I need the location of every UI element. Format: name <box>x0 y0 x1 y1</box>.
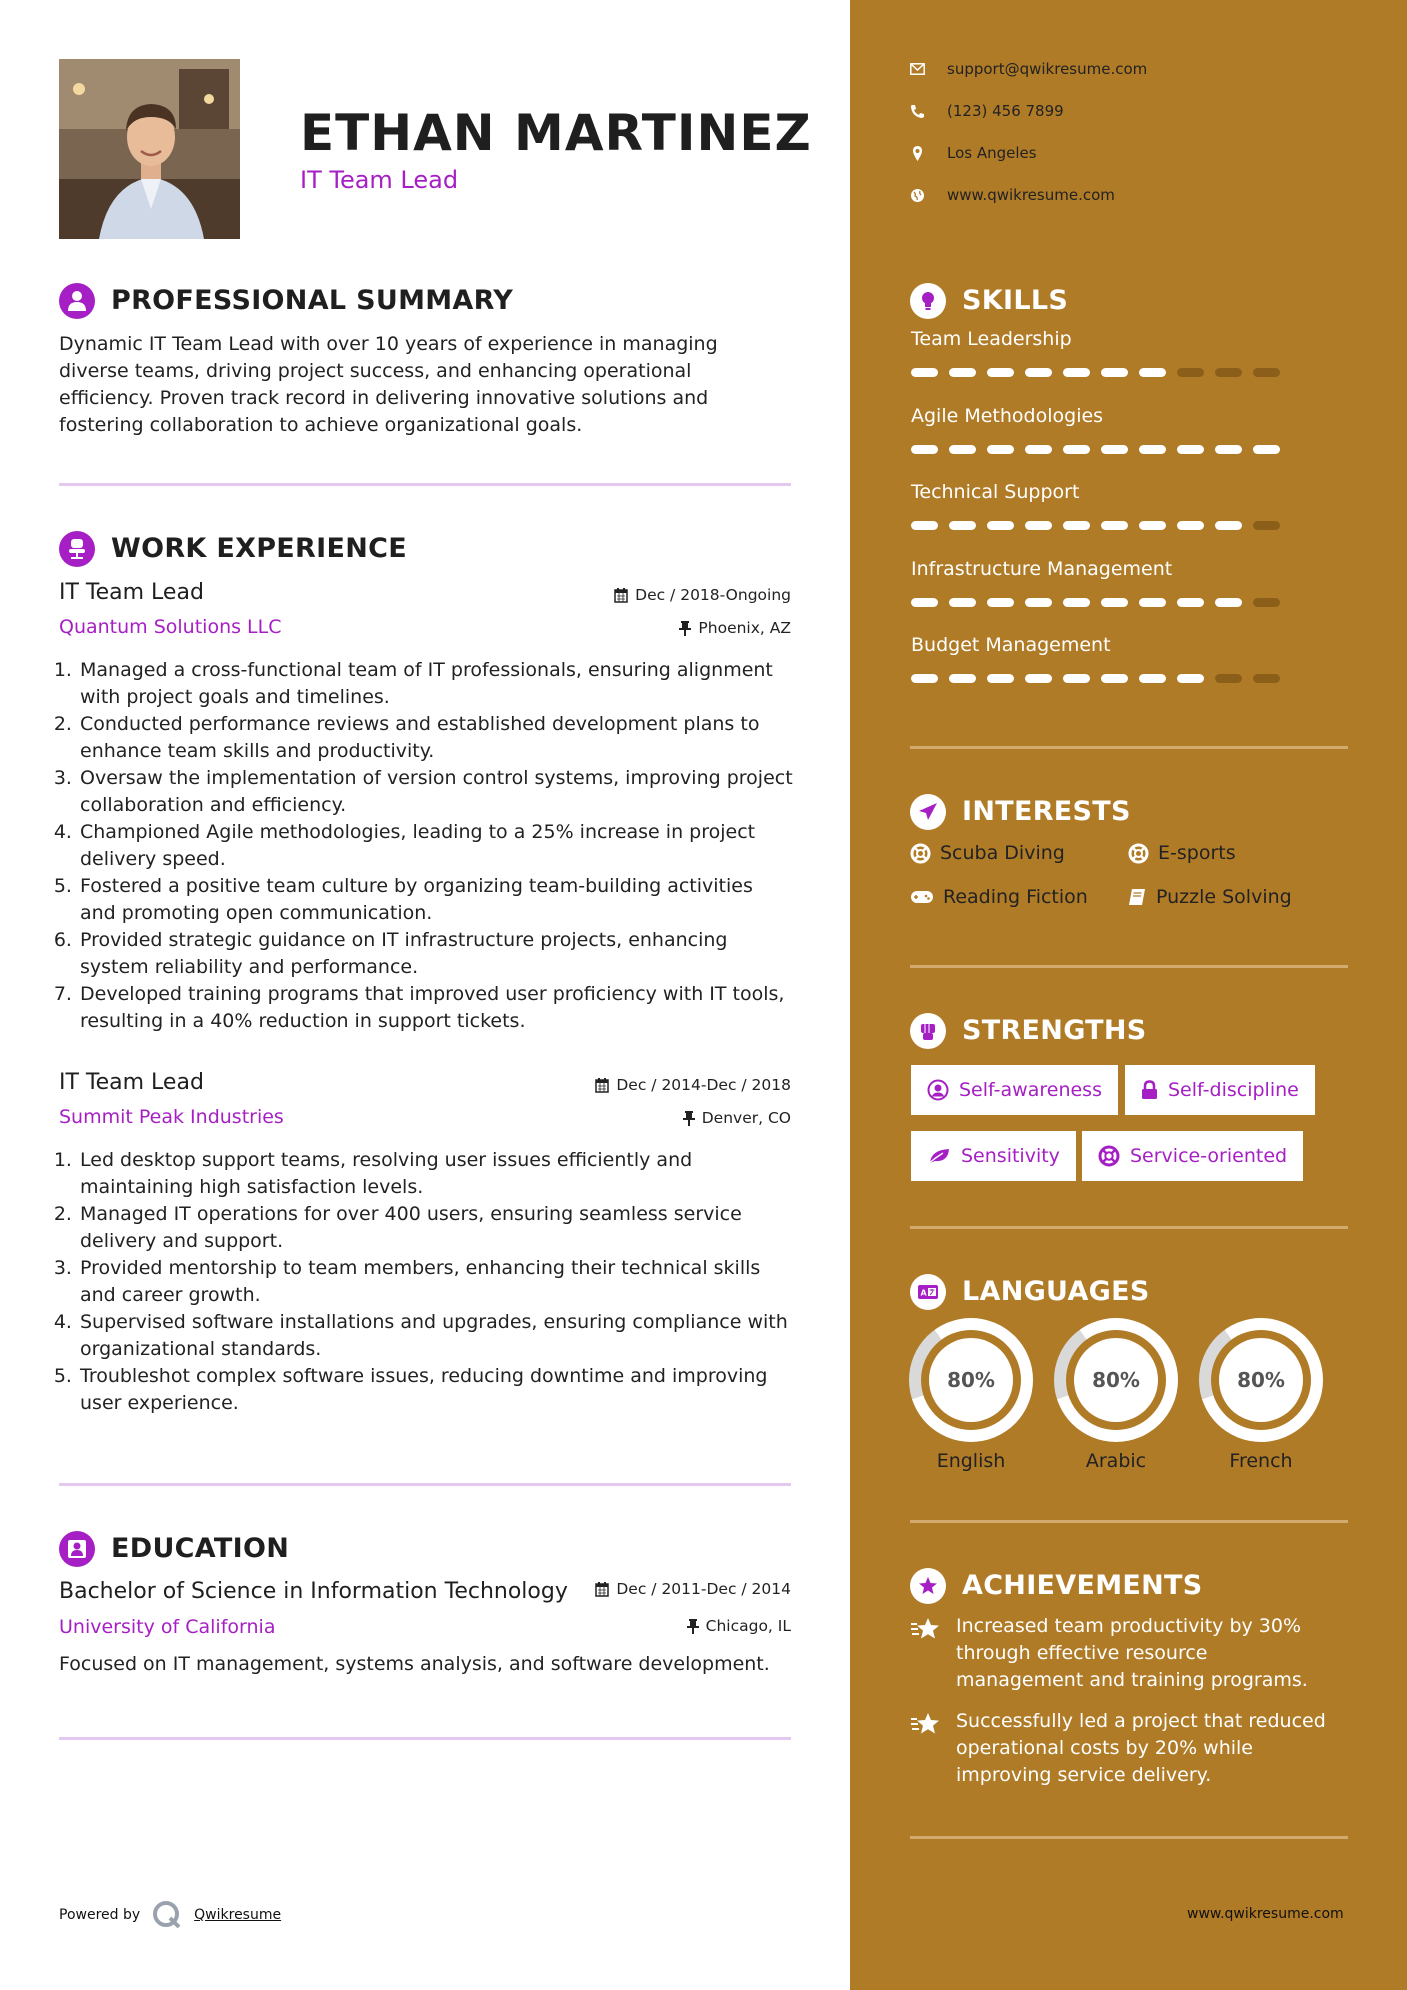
skill-dot-filled <box>987 445 1014 454</box>
interest-item <box>910 842 1065 864</box>
skill-rating <box>911 674 1351 683</box>
company-name: Summit Peak Industries <box>59 1106 284 1128</box>
sidebar-divider <box>910 746 1348 749</box>
duty-item: 1. Led desktop support teams, resolving user issues efficiently and maintaining high satisfaction levels. <box>78 1147 793 1201</box>
skill-dot-filled <box>949 521 976 530</box>
education-heading: EDUCATION <box>111 1533 290 1564</box>
language-name: Arabic <box>1085 1450 1147 1472</box>
skill-dot-filled <box>949 674 976 683</box>
powered-by-label: Powered by <box>59 1907 141 1923</box>
website-text: www.qwikresume.com <box>947 186 1115 204</box>
duty-item: 7. Developed training programs that improved user proficiency with IT tools, resulting in a 40% reduction in support tickets. <box>78 981 793 1035</box>
skill-dot-filled <box>987 674 1014 683</box>
skill-dot-filled <box>949 598 976 607</box>
svg-text:A: A <box>920 1288 927 1298</box>
languages-list <box>909 1318 1349 1478</box>
skill-dot-filled <box>1101 368 1128 377</box>
translate-icon <box>910 1274 946 1310</box>
contact-location <box>910 144 1037 162</box>
education-description: Focused on IT management, systems analysis, and software development. <box>59 1653 770 1675</box>
strength-label: Service-oriented <box>1130 1145 1288 1167</box>
interest-label: Scuba Diving <box>940 842 1065 864</box>
strength-label: Self-awareness <box>959 1079 1102 1101</box>
skill-dot-filled <box>949 445 976 454</box>
sidebar-divider <box>910 1520 1348 1523</box>
section-divider <box>59 1483 791 1486</box>
interest-label: E-sports <box>1158 842 1236 864</box>
paper-plane-icon <box>910 794 946 830</box>
language-item <box>909 1318 1033 1472</box>
language-item <box>1199 1318 1323 1472</box>
phone-icon <box>910 104 925 119</box>
book-icon <box>1128 888 1147 907</box>
pin-icon <box>679 621 691 636</box>
language-percent: 80% <box>947 1368 995 1392</box>
leaf-icon <box>927 1147 951 1165</box>
contact-email[interactable] <box>910 60 1147 78</box>
job-title: IT Team Lead <box>59 1070 204 1095</box>
skill-dot-filled <box>911 521 938 530</box>
summary-text: Dynamic IT Team Lead with over 10 years of experience in managing diverse teams, driving project success, and enhancing operational efficiency. Proven track record in delivering innovative solutions and fostering collaboration to achieve organizational goals. <box>59 333 718 436</box>
duty-item: 2. Managed IT operations for over 400 users, ensuring seamless service delivery and support. <box>78 1201 793 1255</box>
envelope-icon <box>910 63 925 75</box>
footer-url[interactable]: www.qwikresume.com <box>1187 1906 1344 1922</box>
job-location <box>540 619 791 637</box>
skill-dot-filled <box>1139 598 1166 607</box>
location-text: Los Angeles <box>947 144 1037 162</box>
job-title: IT Team Lead <box>59 580 204 605</box>
skill-dot-filled <box>1025 521 1052 530</box>
skill-dot-filled <box>987 368 1014 377</box>
strength-badge <box>911 1065 1118 1115</box>
skill-dot-filled <box>1101 674 1128 683</box>
interest-item <box>1128 842 1236 864</box>
skill-dot-filled <box>1139 368 1166 377</box>
duty-item: 6. Provided strategic guidance on IT infrastructure projects, enhancing system reliability and performance. <box>78 927 793 981</box>
skill-dot-filled <box>1101 598 1128 607</box>
user-circle-icon <box>927 1079 949 1101</box>
lifebuoy-icon <box>910 843 931 864</box>
skills-list <box>911 328 1351 711</box>
skill-dot-filled <box>949 368 976 377</box>
language-name: French <box>1229 1450 1293 1472</box>
fist-icon <box>910 1013 946 1049</box>
skill-dot-empty <box>1253 674 1280 683</box>
skill-dot-filled <box>1063 598 1090 607</box>
duty-item: 5. Fostered a positive team culture by organizing team-building activities and promoting open communication. <box>78 873 793 927</box>
skill-name: Technical Support <box>911 481 1080 503</box>
skill-dot-filled <box>1177 445 1204 454</box>
job-location-text: Denver, CO <box>701 1109 791 1127</box>
skill-row <box>911 405 1351 482</box>
candidate-name: ETHAN MARTINEZ <box>300 104 812 162</box>
duty-item: 1. Managed a cross-functional team of IT professionals, ensuring alignment with project goals and timelines. <box>78 657 793 711</box>
language-percent: 80% <box>1092 1368 1140 1392</box>
skill-rating <box>911 445 1351 454</box>
phone-text: (123) 456 7899 <box>947 102 1064 120</box>
skill-dot-filled <box>1253 445 1280 454</box>
duty-item: 4. Supervised software installations and upgrades, ensuring compliance with organizational standards. <box>78 1309 793 1363</box>
calendar-icon <box>595 1582 609 1597</box>
interest-item <box>910 886 1088 908</box>
skill-dot-empty <box>1215 368 1242 377</box>
skill-dot-filled <box>911 598 938 607</box>
job-dates-text: Dec / 2018-Ongoing <box>635 586 791 604</box>
job-dates <box>540 1076 791 1094</box>
skill-name: Budget Management <box>911 634 1111 656</box>
skill-dot-filled <box>1025 598 1052 607</box>
language-name: English <box>936 1450 1006 1472</box>
skill-dot-filled <box>911 368 938 377</box>
skill-dot-filled <box>1139 521 1166 530</box>
skill-dot-filled <box>1215 445 1242 454</box>
skill-dot-filled <box>911 445 938 454</box>
strength-badge <box>911 1131 1076 1181</box>
education-dates-text: Dec / 2011-Dec / 2014 <box>616 1580 791 1598</box>
candidate-title: IT Team Lead <box>300 166 459 194</box>
skill-dot-filled <box>1215 521 1242 530</box>
skill-name: Agile Methodologies <box>911 404 1104 427</box>
skill-name: Team Leadership <box>911 328 1072 350</box>
duty-item: 4. Championed Agile methodologies, leading to a 25% increase in project delivery speed. <box>78 819 793 873</box>
skills-heading: SKILLS <box>962 285 1069 316</box>
duty-item: 3. Provided mentorship to team members, enhancing their technical skills and career growth. <box>78 1255 793 1309</box>
brand-link[interactable]: Qwikresume <box>194 1907 282 1923</box>
star-badge-icon <box>910 1568 946 1604</box>
language-percent: 80% <box>1237 1368 1285 1392</box>
skill-dot-filled <box>1139 445 1166 454</box>
sidebar-divider <box>910 1226 1348 1229</box>
strength-label: Self-discipline <box>1168 1079 1299 1101</box>
sidebar-divider <box>910 1836 1348 1839</box>
languages-heading: LANGUAGES <box>962 1276 1150 1307</box>
skill-dot-empty <box>1253 521 1280 530</box>
degree-name: Bachelor of Science in Information Technology <box>59 1579 568 1604</box>
company-name: Quantum Solutions LLC <box>59 616 282 638</box>
skill-dot-filled <box>1025 368 1052 377</box>
pin-icon <box>683 1111 695 1126</box>
duty-item: 3. Oversaw the implementation of version control systems, improving project collaboration and efficiency. <box>78 765 793 819</box>
section-divider <box>59 483 791 486</box>
skill-rating <box>911 368 1351 377</box>
language-ring <box>1054 1318 1178 1442</box>
school-name: University of California <box>59 1616 276 1638</box>
skill-dot-filled <box>1177 598 1204 607</box>
skill-dot-filled <box>1101 445 1128 454</box>
section-divider <box>59 1737 791 1740</box>
lifebuoy-icon <box>1098 1145 1120 1167</box>
skill-dot-empty <box>1253 598 1280 607</box>
skill-dot-filled <box>1215 598 1242 607</box>
skill-name: Infrastructure Management <box>911 557 1173 580</box>
skill-dot-empty <box>1215 674 1242 683</box>
skill-dot-filled <box>987 598 1014 607</box>
strength-label: Sensitivity <box>961 1145 1060 1167</box>
globe-icon <box>910 188 925 203</box>
duty-item: 5. Troubleshot complex software issues, reducing downtime and improving user experience. <box>78 1363 793 1417</box>
duty-list <box>59 1147 793 1417</box>
achievement-star-icon <box>910 1711 940 1741</box>
chair-icon <box>59 531 95 567</box>
contact-phone[interactable] <box>910 102 1064 120</box>
skill-dot-filled <box>1063 445 1090 454</box>
lifebuoy-icon <box>1128 843 1149 864</box>
email-text: support@qwikresume.com <box>947 60 1148 78</box>
skill-dot-empty <box>1253 368 1280 377</box>
skill-row <box>911 328 1351 405</box>
map-marker-icon <box>910 146 925 161</box>
profile-photo <box>59 59 240 239</box>
education-dates <box>540 1580 791 1598</box>
skill-dot-filled <box>1063 521 1090 530</box>
strengths-heading: STRENGTHS <box>962 1015 1147 1046</box>
job-location-text: Phoenix, AZ <box>698 619 791 637</box>
achievements-heading: ACHIEVEMENTS <box>962 1570 1203 1601</box>
interest-item <box>1128 886 1292 908</box>
achievement-item: Increased team productivity by 30% through effective resource management and training programs. <box>956 1615 1308 1691</box>
skill-dot-filled <box>1025 445 1052 454</box>
strength-badge <box>1082 1131 1303 1181</box>
duty-item: 2. Conducted performance reviews and established development plans to enhance team skills and productivity. <box>78 711 793 765</box>
skill-dot-filled <box>1139 674 1166 683</box>
gamepad-icon <box>910 889 934 905</box>
job-dates-text: Dec / 2014-Dec / 2018 <box>616 1076 791 1094</box>
achievement-star-icon <box>910 1616 940 1646</box>
job-location <box>540 1109 791 1127</box>
qwikresume-logo-icon <box>152 1900 182 1930</box>
language-ring <box>909 1318 1033 1442</box>
user-icon <box>59 283 95 319</box>
skill-row <box>911 481 1351 558</box>
skill-dot-filled <box>1177 521 1204 530</box>
sidebar-divider <box>910 965 1348 968</box>
skill-dot-empty <box>1177 368 1204 377</box>
powered-by <box>59 1900 281 1930</box>
calendar-icon <box>614 588 628 603</box>
language-ring <box>1199 1318 1323 1442</box>
interest-label: Reading Fiction <box>943 886 1088 908</box>
skill-rating <box>911 598 1351 607</box>
interests-heading: INTERESTS <box>962 796 1131 827</box>
duty-list <box>59 657 793 1035</box>
graduation-icon <box>59 1531 95 1567</box>
job-dates <box>540 586 791 604</box>
education-location-text: Chicago, IL <box>705 1617 791 1635</box>
skill-dot-filled <box>1025 674 1052 683</box>
experience-heading: WORK EXPERIENCE <box>111 533 407 564</box>
calendar-icon <box>595 1078 609 1093</box>
skill-dot-filled <box>1063 674 1090 683</box>
skill-row <box>911 634 1351 711</box>
skill-row <box>911 558 1351 635</box>
skill-rating <box>911 521 1351 530</box>
interest-label: Puzzle Solving <box>1156 886 1292 908</box>
skill-dot-filled <box>1063 368 1090 377</box>
skill-dot-filled <box>987 521 1014 530</box>
achievement-item: Successfully led a project that reduced operational costs by 20% while improving service delivery. <box>956 1710 1326 1786</box>
language-item <box>1054 1318 1178 1472</box>
lock-icon <box>1141 1080 1158 1100</box>
skill-dot-filled <box>911 674 938 683</box>
skill-dot-filled <box>1101 521 1128 530</box>
lightbulb-icon <box>910 283 946 319</box>
education-location <box>540 1617 791 1635</box>
strength-badge <box>1125 1065 1315 1115</box>
pin-icon <box>687 1619 699 1634</box>
summary-heading: PROFESSIONAL SUMMARY <box>111 285 514 316</box>
skill-dot-filled <box>1177 674 1204 683</box>
contact-website[interactable] <box>910 186 1115 204</box>
